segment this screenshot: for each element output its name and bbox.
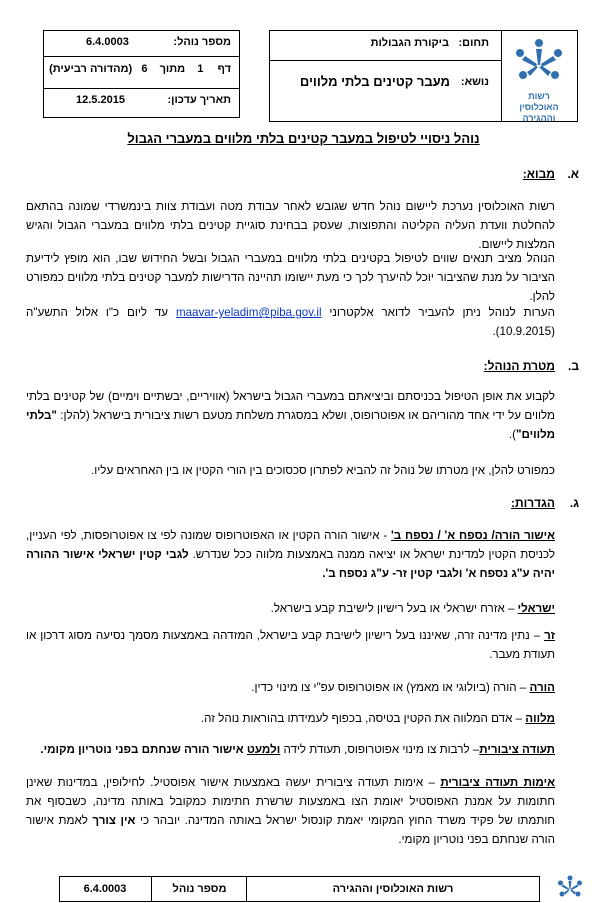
def-parent-approval-text: - אישור הורה הקטין או האפוטרופוס שמונה לפי צו אפוטרופסות, לפי העניין, לכניסת הקטין למדינת ישראל או יציאה ממנה באמצעות מלווה ככל שנדרש. (26, 529, 556, 561)
topic-label: תחום: (458, 37, 489, 49)
org-logo (509, 37, 569, 123)
procedure-number-value: 6.4.0003 (86, 36, 129, 48)
purpose-paragraph-2: כמפורט להלן, אין מטרתו של נוהל זה להביא לפתרון סכסוכים בין הורי הקטין או בין האחראים עליו. (91, 464, 555, 477)
def-public-doc-term: תעודה ציבורית (479, 743, 555, 756)
updated-value: 12.5.2015 (76, 94, 125, 106)
procedure-number-label: מספר נוהל: (173, 36, 231, 48)
header-meta-box (43, 30, 240, 118)
def-parent-approval-term: אישור הורה/ נספח א' / נספח ב' (391, 529, 555, 542)
updated-label: תאריך עדכון: (167, 94, 231, 106)
section-b-title: מטרת הנוהל: (483, 359, 555, 373)
def-public-doc-bold-u: ולמעט (246, 743, 281, 756)
footer-procedure-value: 6.4.0003 (83, 883, 127, 895)
meta-row-divider-1 (44, 56, 239, 57)
purpose-paragraph-1 (26, 387, 555, 444)
intro-p3-after: עד ליום כ"ו אלול התשע"ה (26, 306, 169, 319)
page-current: 1 (197, 63, 204, 75)
section-c-marker: ג. (569, 496, 579, 510)
meta-row-divider-2 (44, 88, 239, 89)
def-verification-bold: אין צורך (92, 814, 136, 827)
definition-parent-approval (26, 526, 555, 583)
intro-paragraph-3 (26, 303, 555, 341)
org-emblem-icon (509, 37, 569, 89)
footer-emblem-icon (555, 874, 585, 902)
def-parent-text: – הורה (ביולוגי או מאמץ) או אפוטרופוס עפ"י צו מינוי כדין. (251, 681, 530, 694)
section-c-title: הגדרות: (511, 496, 555, 510)
def-escort-text: – אדם המלווה את הקטין בטיסה, בכפוף לעמידתו בהוראות נוהל זה. (200, 712, 526, 725)
def-public-doc-bold: אישור הורה שנחתם בפני נוטריון מקומי. (40, 743, 247, 756)
document-title: נוהל ניסויי לטיפול במעבר קטינים בלתי מלווים במעברי הגבול (127, 131, 480, 146)
purpose-p1-term: "בלתי מלווים" (26, 409, 555, 441)
feedback-email-link[interactable]: maavar-yeladim@piba.gov.il (175, 306, 322, 319)
intro-p3-before: הערות לנוהל ניתן להעביר לדואר אלקטרוני (329, 306, 555, 319)
def-foreigner-text: – נתין מדינה זרה, שאיננו בעל רישיון לישיבת קבע בישראל, המזדהה באמצעות מסמך נסיעה מסוג דרכון או תעודת מעבר. (26, 629, 555, 661)
footer-org-name: רשות האוכלוסין וההגירה (332, 883, 454, 895)
intro-paragraph-1: רשות האוכלוסין נערכת ליישום נוהל חדש שגובש לאחר עבודת מטה ועבודת צוות בינמשרדי שמונה בהתאם להחלטת וועדת העליה הקליטה והתפוצות, שעסק בבחינת סוגיית קטינים בלתי מלווים במעברי הגבול והגיש המלצות ליישום. (26, 200, 555, 251)
def-parent-term: הורה (529, 681, 555, 694)
def-verification-text-a: – אימות תעודה ציבורית יעשה באמצעות אישור אפוסטיל. לחילופין, במדינות שאינן חתומות על אמנת האפוסטיל יאומת הצו באמצעות שרשרת חתימות כמקובל באותה מדינה, כשבסוף את חותמתו של פקיד משרד החוץ המקומי יאמת קונסול ישראל באותה המדינה. יובהר כי (26, 776, 555, 827)
page-total: 6 (141, 63, 148, 75)
edition-label: (מהדורה רביעית) (49, 63, 133, 75)
section-b-marker: ב. (567, 359, 579, 373)
intro-paragraph-2: הנוהל מציב תנאים שווים לטיפול בקטינים בלתי מלווים במעברי הגבול ובשל החידוש שבו, הוא מופץ לידיעת הציבור על מנת שהציבור יוכל להיערך לכך כי מעת יישומו תהיינה הדרישות למעבר קטינים בלתי מלווים כמפורט להלן. (26, 252, 555, 303)
org-name-logo-text: רשות האוכלוסין וההגירה (519, 91, 559, 123)
definition-public-document-verification (26, 773, 555, 849)
def-public-doc-text: – לרבות צו מינוי אפוטרופוס, תעודת לידה (280, 743, 480, 756)
footer-logo (555, 874, 585, 902)
subject-value: מעבר קטינים בלתי מלווים (299, 74, 450, 89)
page-of-label: מתוך (159, 63, 186, 75)
definition-public-document (26, 740, 555, 759)
definition-israeli (26, 599, 555, 618)
def-verification-term: אימות תעודה ציבורית (440, 776, 555, 789)
topic-value: ביקורת הגבולות (370, 37, 449, 49)
purpose-p1-text: לקבוע את אופן הטיפול בכניסתם וביציאתם במעברי הגבול בישראל (אוויריים, יבשתיים וימיים) של קטינים בלתי מלווים על ידי אחד מהוריהם או אפוטרופוס, ושלא במסגרת משלחת מטעם רשות ציבורית בישראל (להלן: (26, 390, 555, 422)
purpose-p1-end: ). (508, 428, 516, 441)
definition-foreigner (26, 626, 555, 664)
definition-parent (26, 678, 555, 697)
definition-escort (26, 709, 555, 728)
def-israeli-term: ישראלי (517, 602, 555, 615)
footer-box (59, 876, 540, 902)
header-main-box (269, 30, 578, 122)
page-label: דף (217, 63, 231, 75)
intro-p3-date: (10.9.2015). (492, 325, 555, 338)
def-escort-term: מלווה (525, 712, 555, 725)
page-info (49, 63, 231, 75)
def-verification-text-b: לאמת אישור הורה שנחתם בפני נוטריון מקומי. (26, 814, 555, 846)
section-a-marker: א. (567, 167, 579, 181)
def-foreigner-term: זר (544, 629, 555, 642)
def-israeli-text: – אזרח ישראלי או בעל רישיון לישיבת קבע בישראל. (270, 602, 518, 615)
header-divider (270, 60, 502, 61)
subject-label: נושא: (460, 76, 489, 88)
section-a-title: מבוא: (522, 167, 555, 181)
footer-procedure-label: מספר נוהל (172, 883, 227, 895)
def-parent-approval-bold: לגבי קטין ישראלי אישור ההורה יהיה ע"ג נספח א' ולגבי קטין זר- ע"ג נספח ב'. (26, 548, 555, 580)
logo-divider (501, 31, 502, 121)
